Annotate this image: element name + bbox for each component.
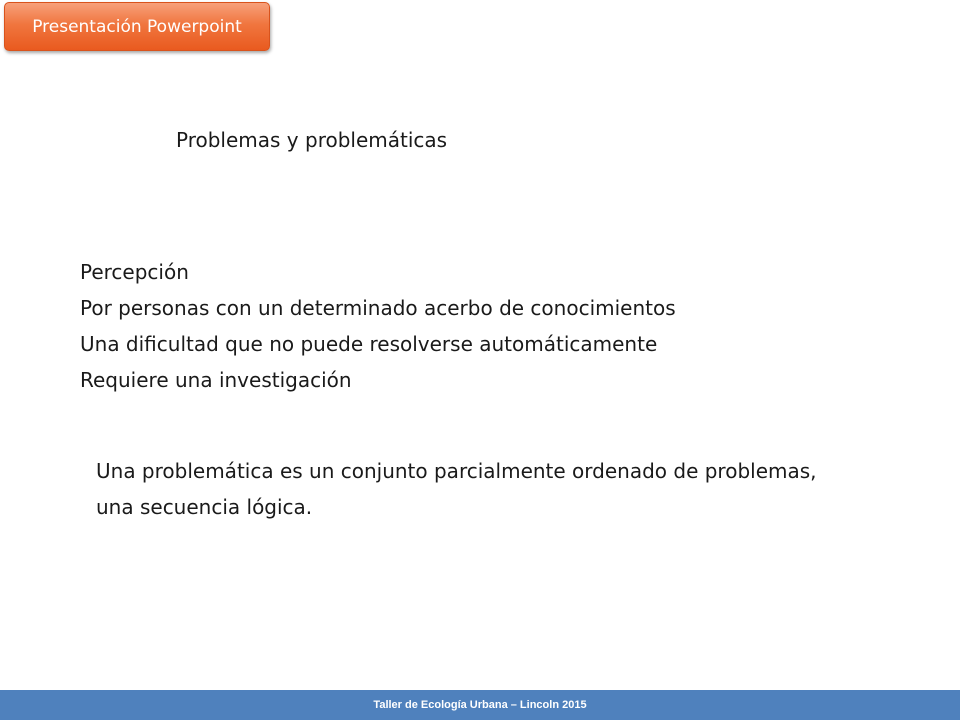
- list-item: Requiere una investigación: [80, 368, 352, 392]
- slide-title: Problemas y problemáticas: [176, 128, 448, 152]
- presentation-badge: [4, 2, 270, 51]
- presentation-badge-label: Presentación Powerpoint: [32, 16, 242, 37]
- list-item: Percepción: [80, 260, 189, 284]
- definition-paragraph: Una problemática es un conjunto parcialmente ordenado de problemas, una secuencia lógica.: [96, 459, 817, 519]
- key-points-list: [80, 254, 676, 398]
- list-item: Por personas con un determinado acerbo de conocimientos: [80, 296, 676, 320]
- footer-text: Taller de Ecología Urbana – Lincoln 2015: [373, 699, 587, 711]
- footer-bar: [0, 690, 960, 720]
- list-item: Una dificultad que no puede resolverse automáticamente: [80, 332, 658, 356]
